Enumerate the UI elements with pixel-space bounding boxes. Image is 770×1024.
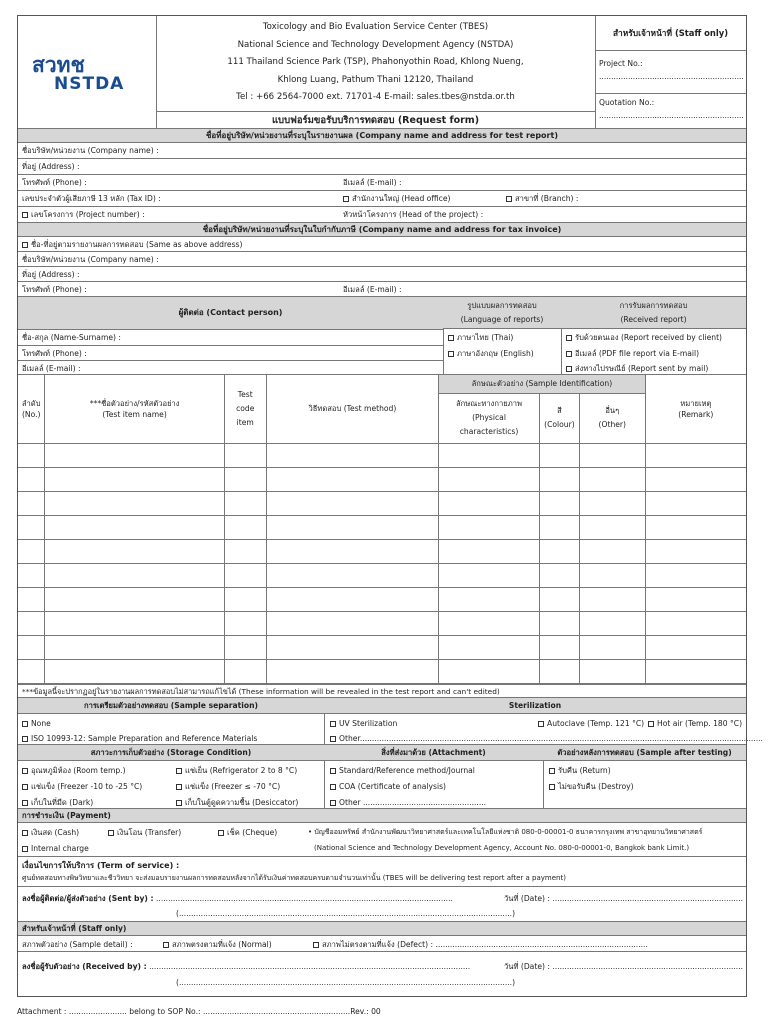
staff-box [595, 16, 746, 129]
col-sample-identification: ลักษณะตัวอย่าง (Sample Identification) [439, 375, 646, 393]
table-cell[interactable] [579, 443, 645, 467]
english-report-checkbox[interactable] [448, 351, 454, 357]
table-cell[interactable] [579, 563, 645, 587]
freezer-25-checkbox[interactable] [22, 784, 28, 790]
table-cell[interactable] [439, 443, 540, 467]
invoice-email-field[interactable]: อีเมลล์ (E-mail) : [343, 285, 402, 294]
col-remark: หมายเหตุ [680, 399, 712, 409]
standard-checkbox[interactable] [330, 768, 336, 774]
none-label: None [31, 718, 51, 728]
table-cell[interactable] [645, 539, 746, 563]
table-row [18, 491, 746, 515]
table-cell[interactable] [579, 515, 645, 539]
coa-checkbox[interactable] [330, 784, 336, 790]
language-subheader: (Language of reports) [460, 315, 544, 324]
table-cell[interactable] [539, 539, 579, 563]
table-cell[interactable] [579, 635, 645, 659]
org-address-1: 111 Thailand Science Park (TSP), Phahonyothin Road, Khlong Nueng, [227, 57, 524, 67]
freezer-70-label: แช่แข็ง (Freezer ≤ -70 °C) [185, 781, 281, 791]
after-testing-header: ตัวอย่างหลังการทดสอบ (Sample after testing) [543, 745, 746, 761]
col-test-method: วิธีทดสอบ (Test method) [266, 375, 438, 443]
internal-charge-checkbox[interactable] [22, 846, 28, 852]
project-number-checkbox[interactable] [22, 212, 28, 218]
items-table-section [18, 375, 746, 684]
return-label: รับคืน (Return) [558, 765, 611, 775]
address-field[interactable]: ที่อยู่ (Address) : [22, 162, 80, 171]
table-cell[interactable] [579, 659, 645, 683]
coa-label: COA (Certificate of analysis) [339, 781, 447, 791]
table-cell[interactable] [645, 587, 746, 611]
table-cell[interactable] [439, 539, 540, 563]
form-header [18, 16, 746, 129]
table-cell[interactable] [45, 587, 224, 611]
table-cell[interactable] [439, 659, 540, 683]
email-field[interactable]: อีเมลล์ (E-mail) : [343, 178, 402, 187]
transfer-checkbox[interactable] [108, 830, 114, 836]
head-of-project-field[interactable]: หัวหน้าโครงการ (Head of the project) : [343, 210, 484, 219]
fridge-checkbox[interactable] [176, 768, 182, 774]
table-cell[interactable] [45, 659, 224, 683]
table-cell[interactable] [45, 443, 224, 467]
test-report-header: ชื่อที่อยู่บริษัท/หน่วยงานที่ระบุในรายงานผล (Company name and address for test report) [18, 129, 746, 143]
logo-thai: สวทช [32, 53, 85, 77]
payment-header: การชำระเงิน (Payment) [22, 810, 111, 820]
table-cell[interactable] [539, 587, 579, 611]
separation-header: การเตรียมตัวอย่างทดสอบ (Sample separation) [18, 698, 324, 714]
sample-detail-label: สภาพตัวอย่าง (Sample detail) : [22, 939, 133, 949]
form-title: แบบฟอร์มขอรับบริการทดสอบ (Request form) [156, 111, 595, 130]
table-cell[interactable] [645, 635, 746, 659]
none-checkbox[interactable] [22, 721, 28, 727]
desiccator-label: เก็บในตู้ดูดความชื้น (Desiccator) [185, 797, 299, 807]
contact-section [18, 297, 746, 375]
table-cell[interactable] [579, 611, 645, 635]
normal-checkbox[interactable] [163, 942, 169, 948]
sent-by-date[interactable]: ............................................................................... [552, 893, 744, 903]
table-cell[interactable] [579, 491, 645, 515]
table-cell[interactable] [645, 563, 746, 587]
col-remark-en: (Remark) [678, 410, 714, 420]
table-cell[interactable] [18, 611, 45, 635]
table-cell[interactable] [18, 635, 45, 659]
invoice-phone-field[interactable]: โทรศัพท์ (Phone) : [22, 285, 87, 294]
table-cell[interactable] [224, 635, 266, 659]
sent-by-label: ลงชื่อผู้ติดต่อ/ผู้ส่งตัวอย่าง (Sent by) : [22, 893, 154, 903]
received-by-signature[interactable]: ..................................................................................................................................... [149, 961, 471, 971]
table-cell[interactable] [266, 659, 438, 683]
tax-id-field[interactable]: เลขประจำตัวผู้เสียภาษี 13 หลัก (Tax ID) : [22, 194, 161, 203]
table-cell[interactable] [439, 467, 540, 491]
table-cell[interactable] [439, 635, 540, 659]
table-cell[interactable] [18, 587, 45, 611]
staff-only-header: สำหรับเจ้าหน้าที่ (Staff only) [22, 923, 127, 933]
hot-air-label: Hot air (Temp. 180 °C) [657, 718, 743, 728]
table-cell[interactable] [539, 635, 579, 659]
dark-checkbox[interactable] [22, 800, 28, 806]
pdf-email-label: อีเมลล์ (PDF file report via E-mail) [575, 349, 700, 358]
by-client-label: รับด้วยตนเอง (Report received by client) [575, 333, 723, 342]
table-cell[interactable] [224, 587, 266, 611]
table-cell[interactable] [266, 467, 438, 491]
footer-attachment: Attachment : ........................ belong to SOP No.: .............................................................Rev.: 00 [17, 1007, 381, 1016]
cheque-checkbox[interactable] [218, 830, 224, 836]
contact-email-field[interactable]: อีเมลล์ (E-mail) : [22, 364, 81, 373]
table-cell[interactable] [45, 611, 224, 635]
invoice-company-field[interactable]: ชื่อบริษัท/หน่วยงาน (Company name) : [22, 255, 159, 264]
col-item-name-en: (Test item name) [102, 410, 167, 420]
table-row [18, 659, 746, 683]
defect-checkbox[interactable] [313, 942, 319, 948]
sent-by-section [18, 887, 746, 922]
logo-nstda: NSTDA [54, 74, 125, 94]
org-agency: National Science and Technology Development Agency (NSTDA) [237, 39, 514, 50]
phone-field[interactable]: โทรศัพท์ (Phone) : [22, 178, 87, 187]
table-cell[interactable] [45, 467, 224, 491]
head-office-checkbox[interactable] [343, 196, 349, 202]
desiccator-checkbox[interactable] [176, 800, 182, 806]
table-cell[interactable] [579, 539, 645, 563]
table-cell[interactable] [645, 443, 746, 467]
quotation-no-field[interactable]: ............................................................ [599, 111, 744, 120]
table-row [18, 587, 746, 611]
table-cell[interactable] [266, 611, 438, 635]
table-cell[interactable] [645, 467, 746, 491]
table-cell[interactable] [45, 539, 224, 563]
branch-label: สาขาที่ (Branch) : [515, 194, 579, 203]
table-cell[interactable] [224, 563, 266, 587]
table-cell[interactable] [439, 563, 540, 587]
autoclave-checkbox[interactable] [538, 721, 544, 727]
table-cell[interactable] [224, 443, 266, 467]
head-office-label: สำนักงานใหญ่ (Head office) [352, 194, 451, 203]
org-name: Toxicology and Bio Evaluation Service Center (TBES) [262, 22, 489, 32]
language-header: รูปแบบผลการทดสอบ [467, 301, 537, 310]
table-row [18, 467, 746, 491]
other-sterilization-label: Other....................................................................................................................................................................... [339, 733, 763, 743]
company-name-field[interactable]: ชื่อบริษัท/หน่วยงาน (Company name) : [22, 146, 159, 155]
table-row [18, 539, 746, 563]
table-row [18, 611, 746, 635]
table-cell[interactable] [224, 491, 266, 515]
table-cell[interactable] [439, 587, 540, 611]
table-cell[interactable] [539, 491, 579, 515]
table-cell[interactable] [539, 515, 579, 539]
bank-account-thai: • บัญชีออมทรัพย์ สำนักงานพัฒนาวิทยาศาสตร์และเทคโนโลยีแห่งชาติ 080-0-00001-0 ธนาคารกรุงเทพ สาขาอุทยานวิทยาศาสตร์ [308, 827, 703, 836]
iso-checkbox[interactable] [22, 736, 28, 742]
defect-label: สภาพไม่ตรงตามที่แจ้ง (Defect) : ........................................................................................ [322, 939, 648, 949]
col-colour-en: (Colour) [544, 420, 575, 429]
thai-report-checkbox[interactable] [448, 335, 454, 341]
freezer-70-checkbox[interactable] [176, 784, 182, 790]
sent-by-date-label: วันที่ (Date) : [504, 893, 550, 903]
uv-label: UV Sterilization [339, 718, 398, 728]
table-cell[interactable] [266, 635, 438, 659]
col-physical-2: (Physical [472, 413, 506, 422]
table-cell[interactable] [439, 491, 540, 515]
pdf-email-checkbox[interactable] [566, 351, 572, 357]
table-cell[interactable] [539, 443, 579, 467]
col-test-code: Test [237, 389, 253, 399]
table-cell[interactable] [224, 611, 266, 635]
separation-section [18, 698, 763, 745]
table-row [18, 443, 746, 467]
received-by-section [18, 952, 746, 996]
received-by-label: ลงชื่อผู้รับตัวอย่าง (Received by) : [22, 961, 147, 971]
table-cell[interactable] [645, 611, 746, 635]
transfer-label: เงินโอน (Transfer) [117, 827, 182, 837]
received-by-date-label: วันที่ (Date) : [504, 961, 550, 971]
table-cell[interactable] [266, 491, 438, 515]
quotation-no-label: Quotation No.: [599, 98, 655, 107]
other-attachment-label: Other ................................................... [339, 797, 487, 807]
col-item-name: ***ชื่อตัวอย่าง/รหัสตัวอย่าง [89, 399, 180, 409]
tax-invoice-header: ชื่อที่อยู่บริษัท/หน่วยงานที่ระบุในใบกำกับภาษี (Company name and address for tax invoice) [18, 223, 746, 237]
freezer-25-label: แช่แข็ง (Freezer -10 to -25 °C) [31, 781, 143, 791]
table-cell[interactable] [18, 443, 45, 467]
invoice-address-field[interactable]: ที่อยู่ (Address) : [22, 270, 80, 279]
sent-by-name[interactable]: (..........................................................................................................................................) [176, 908, 516, 918]
branch-checkbox[interactable] [506, 196, 512, 202]
destroy-label: ไม่ขอรับคืน (Destroy) [558, 781, 634, 791]
normal-label: สภาพตรงตามที่แจ้ง (Normal) [172, 939, 272, 949]
room-temp-label: อุณหภูมิห้อง (Room temp.) [31, 765, 126, 775]
items-note: ***ข้อมูลนี้จะปรากฏอยู่ในรายงานผลการทดสอบไม่สามารถแก้ไขได้ (These information will be revealed in the test report and can't edited) [22, 686, 500, 696]
project-no-field[interactable]: ............................................................ [599, 72, 744, 81]
table-cell[interactable] [45, 515, 224, 539]
table-cell[interactable] [645, 515, 746, 539]
col-other: อื่นๆ [605, 406, 620, 415]
attachment-header: สิ่งที่ส่งมาด้วย (Attachment) [324, 745, 543, 761]
table-cell[interactable] [266, 587, 438, 611]
cash-checkbox[interactable] [22, 830, 28, 836]
dark-label: เก็บในที่มืด (Dark) [31, 797, 94, 807]
internal-charge-label: Internal charge [31, 843, 89, 853]
table-cell[interactable] [539, 467, 579, 491]
iso-label: ISO 10993-12: Sample Preparation and Reference Materials [31, 733, 258, 743]
table-cell[interactable] [645, 659, 746, 683]
destroy-checkbox[interactable] [549, 784, 555, 790]
table-cell[interactable] [18, 563, 45, 587]
thai-report-label: ภาษาไทย (Thai) [457, 333, 514, 342]
staff-box-title: สำหรับเจ้าหน้าที่ (Staff only) [595, 16, 746, 51]
received-report-subheader: (Received report) [620, 315, 687, 324]
received-report-header: การรับผลการทดสอบ [619, 301, 688, 310]
col-colour: สี [557, 406, 562, 415]
uv-checkbox[interactable] [330, 721, 336, 727]
other-sterilization-checkbox[interactable] [330, 736, 336, 742]
table-cell[interactable] [18, 659, 45, 683]
request-form [17, 15, 763, 997]
table-cell[interactable] [579, 467, 645, 491]
table-cell[interactable] [18, 491, 45, 515]
table-cell[interactable] [266, 539, 438, 563]
terms-header: เงื่อนไขการให้บริการ (Term of service) : [22, 860, 180, 870]
received-by-date[interactable]: ............................................................................... [552, 961, 744, 971]
storage-section [18, 745, 746, 809]
english-report-label: ภาษาอังกฤษ (English) [457, 349, 534, 358]
project-no-label: Project No.: [599, 59, 643, 68]
return-checkbox[interactable] [549, 768, 555, 774]
table-row [18, 635, 746, 659]
items-table [18, 375, 746, 684]
terms-text: ศูนย์ทดสอบทางพิษวิทยาและชีววิทยา จะส่งมอบรายงานผลการทดสอบหลังจากได้รับเงินค่าทดสอบครบตามจำนวนเท่านั้น (TBES will be delivering test report after a payment) [22, 873, 566, 882]
cash-label: เงินสด (Cash) [31, 827, 80, 837]
table-row [18, 515, 746, 539]
mail-label: ส่งทางไปรษณีย์ (Report sent by mail) [575, 364, 709, 373]
table-cell[interactable] [45, 491, 224, 515]
col-physical: ลักษณะทางกายภาพ [456, 399, 522, 408]
table-cell[interactable] [439, 611, 540, 635]
same-address-label: ชื่อ-ที่อยู่ตามรายงานผลการทดสอบ (Same as above address) [31, 240, 243, 249]
standard-label: Standard/Reference method/Journal [339, 765, 475, 775]
table-cell[interactable] [224, 515, 266, 539]
table-cell[interactable] [224, 539, 266, 563]
col-test-code-2: code [236, 403, 255, 413]
nstda-logo [32, 54, 144, 92]
table-cell[interactable] [18, 539, 45, 563]
storage-header: สภาวะการเก็บตัวอย่าง (Storage Condition) [18, 745, 324, 761]
col-no: ลำดับ [21, 399, 41, 409]
table-cell[interactable] [18, 515, 45, 539]
hot-air-checkbox[interactable] [648, 721, 654, 727]
table-cell[interactable] [266, 563, 438, 587]
received-by-name[interactable]: (..........................................................................................................................................) [176, 977, 516, 987]
table-cell[interactable] [266, 515, 438, 539]
payment-section [18, 823, 746, 857]
contact-header: ผู้ติดต่อ (Contact person) [18, 297, 443, 330]
table-cell[interactable] [539, 611, 579, 635]
by-client-checkbox[interactable] [566, 335, 572, 341]
table-cell[interactable] [539, 563, 579, 587]
table-cell[interactable] [539, 659, 579, 683]
org-address-2: Khlong Luang, Pathum Thani 12120, Thailand [277, 74, 474, 85]
table-cell[interactable] [45, 563, 224, 587]
room-temp-checkbox[interactable] [22, 768, 28, 774]
table-cell[interactable] [579, 587, 645, 611]
table-cell[interactable] [45, 635, 224, 659]
contact-name-field[interactable]: ชื่อ-สกุล (Name-Surname) : [22, 333, 121, 342]
sterilization-header: Sterilization [324, 698, 746, 714]
table-cell[interactable] [18, 467, 45, 491]
mail-checkbox[interactable] [566, 366, 572, 372]
fridge-label: แช่เย็น (Refrigerator 2 to 8 °C) [185, 765, 298, 775]
col-no-en: (No.) [21, 410, 41, 420]
sent-by-signature[interactable]: ........................................................................................................................... [156, 893, 453, 903]
autoclave-label: Autoclave (Temp. 121 °C) [547, 718, 645, 728]
other-attachment-checkbox[interactable] [330, 800, 336, 806]
bank-account-en: (National Science and Technology Development Agency, Account No. 080-0-00001-0, Bangkok bank Limit.) [314, 843, 690, 852]
table-cell[interactable] [224, 467, 266, 491]
org-contact: Tel : +66 2564-7000 ext. 71701-4 E-mail: sales.tbes@nstda.or.th [236, 92, 515, 102]
cheque-label: เช็ค (Cheque) [227, 827, 278, 837]
table-cell[interactable] [266, 443, 438, 467]
table-cell[interactable] [645, 491, 746, 515]
contact-phone-field[interactable]: โทรศัพท์ (Phone) : [22, 349, 87, 358]
table-row [18, 563, 746, 587]
project-number-label: เลขโครงการ (Project number) : [31, 210, 145, 219]
table-cell[interactable] [224, 659, 266, 683]
col-physical-3: characteristics) [459, 427, 519, 436]
same-address-checkbox[interactable] [22, 242, 28, 248]
col-test-code-3: item [236, 417, 254, 427]
table-cell[interactable] [439, 515, 540, 539]
col-other-en: (Other) [598, 420, 627, 429]
